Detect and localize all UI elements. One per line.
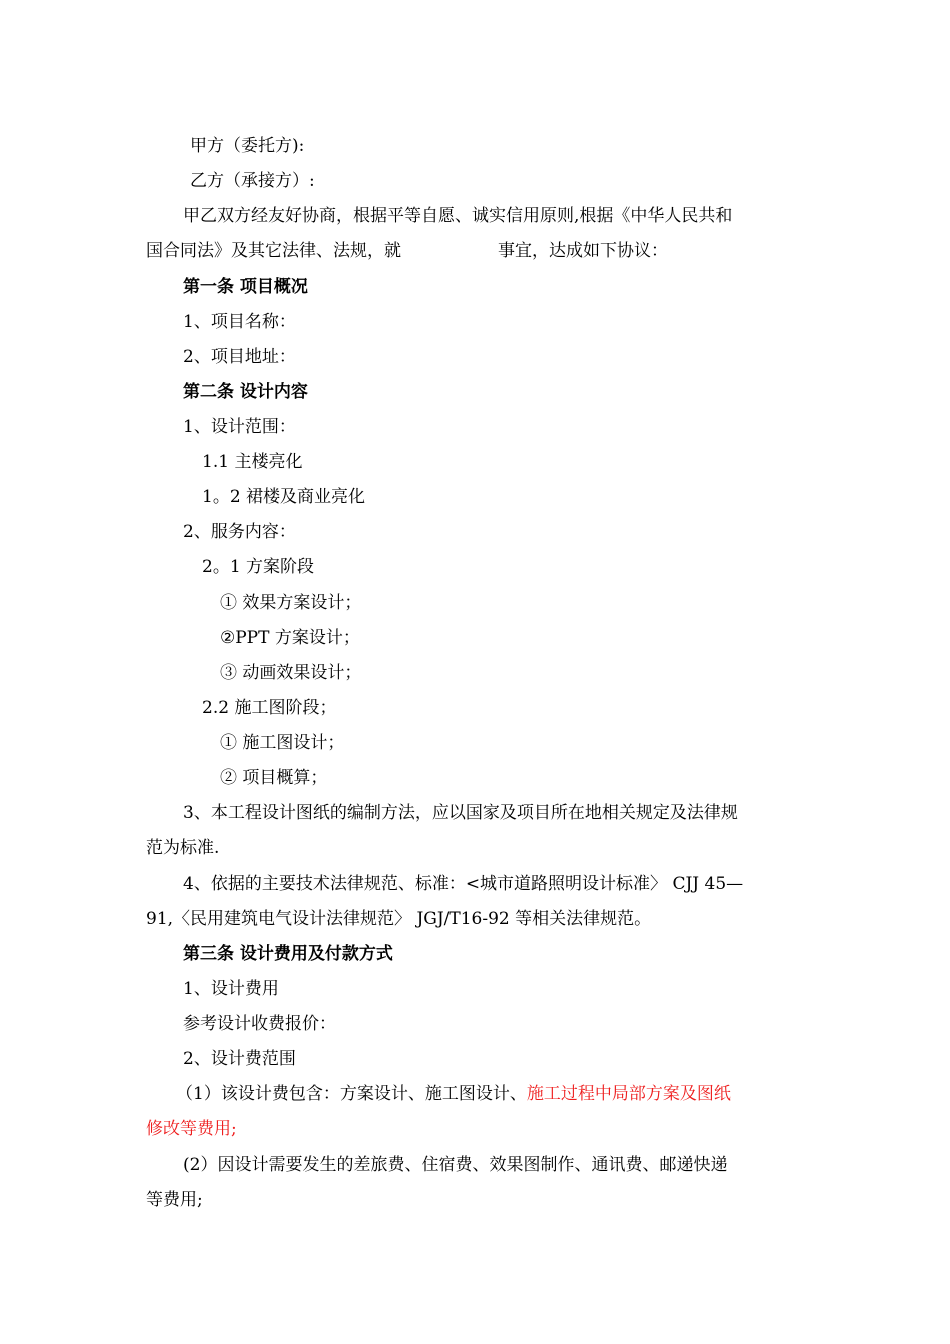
fee-item-1-line-1 [176, 1083, 731, 1105]
fee-scope-line: 2、设计费范围 [183, 1049, 296, 1069]
fee-item-2-line-1: (2）因设计需要发生的差旅费、住宿费、效果图制作、通讯费、邮递快递 [183, 1155, 728, 1175]
article-3-title: 第三条 设计费用及付款方式 [183, 944, 393, 964]
drawing-method-line-1: 3、本工程设计图纸的编制方法，应以国家及项目所在地相关规定及法律规 [183, 803, 738, 823]
service-item-2-2-a: ① 施工图设计； [220, 733, 345, 753]
service-item-2-2-b: ② 项目概算； [220, 768, 328, 788]
design-fee-line: 1、设计费用 [183, 979, 279, 999]
service-item-2-1: 2。1 方案阶段 [202, 557, 315, 577]
reference-quote-line: 参考设计收费报价： [183, 1014, 336, 1034]
fee-item-1-red-text: 施工过程中局部方案及图纸 [526, 1084, 731, 1104]
project-address-line: 2、项目地址： [183, 347, 296, 367]
party-a-line: 甲方（委托方): [190, 136, 305, 156]
service-item-2-2: 2.2 施工图阶段； [202, 698, 337, 718]
article-2-title: 第二条 设计内容 [183, 382, 308, 402]
service-content-line: 2、服务内容： [183, 522, 296, 542]
scope-item-1-1: 1.1 主楼亮化 [202, 452, 303, 472]
fee-item-2-line-2: 等费用; [146, 1190, 203, 1210]
fee-item-1-line-2: 修改等费用; [146, 1119, 237, 1139]
party-b-line: 乙方（承接方）: [190, 171, 315, 191]
service-item-2-1-c: ③ 动画效果设计； [220, 663, 362, 683]
intro-paragraph-line-2-part-2: 事宜，达成如下协议： [498, 241, 668, 261]
article-1-title: 第一条 项目概况 [183, 277, 308, 297]
intro-paragraph-line-2-part-1: 国合同法》及其它法律、法规，就 [146, 241, 401, 261]
design-scope-line: 1、设计范围： [183, 417, 296, 437]
drawing-method-line-2: 范为标准. [146, 838, 220, 858]
fee-item-1-black-text: （1）该设计费包含：方案设计、施工图设计、 [176, 1084, 527, 1104]
standards-line-1: 4、依据的主要技术法律规范、标准：<城市道路照明设计标准〉 CJJ 45— [183, 874, 744, 894]
scope-item-1-2: 1。2 裙楼及商业亮化 [202, 487, 366, 507]
service-item-2-1-b: ②PPT 方案设计； [220, 628, 360, 648]
standards-line-2: 91,〈民用建筑电气设计法律规范〉 JGJ/T16-92 等相关法律规范。 [146, 909, 652, 929]
project-name-line: 1、项目名称： [183, 312, 296, 332]
service-item-2-1-a: ① 效果方案设计； [220, 593, 362, 613]
intro-paragraph-line-1: 甲乙双方经友好协商，根据平等自愿、诚实信用原则,根据《中华人民共和 [183, 206, 733, 226]
